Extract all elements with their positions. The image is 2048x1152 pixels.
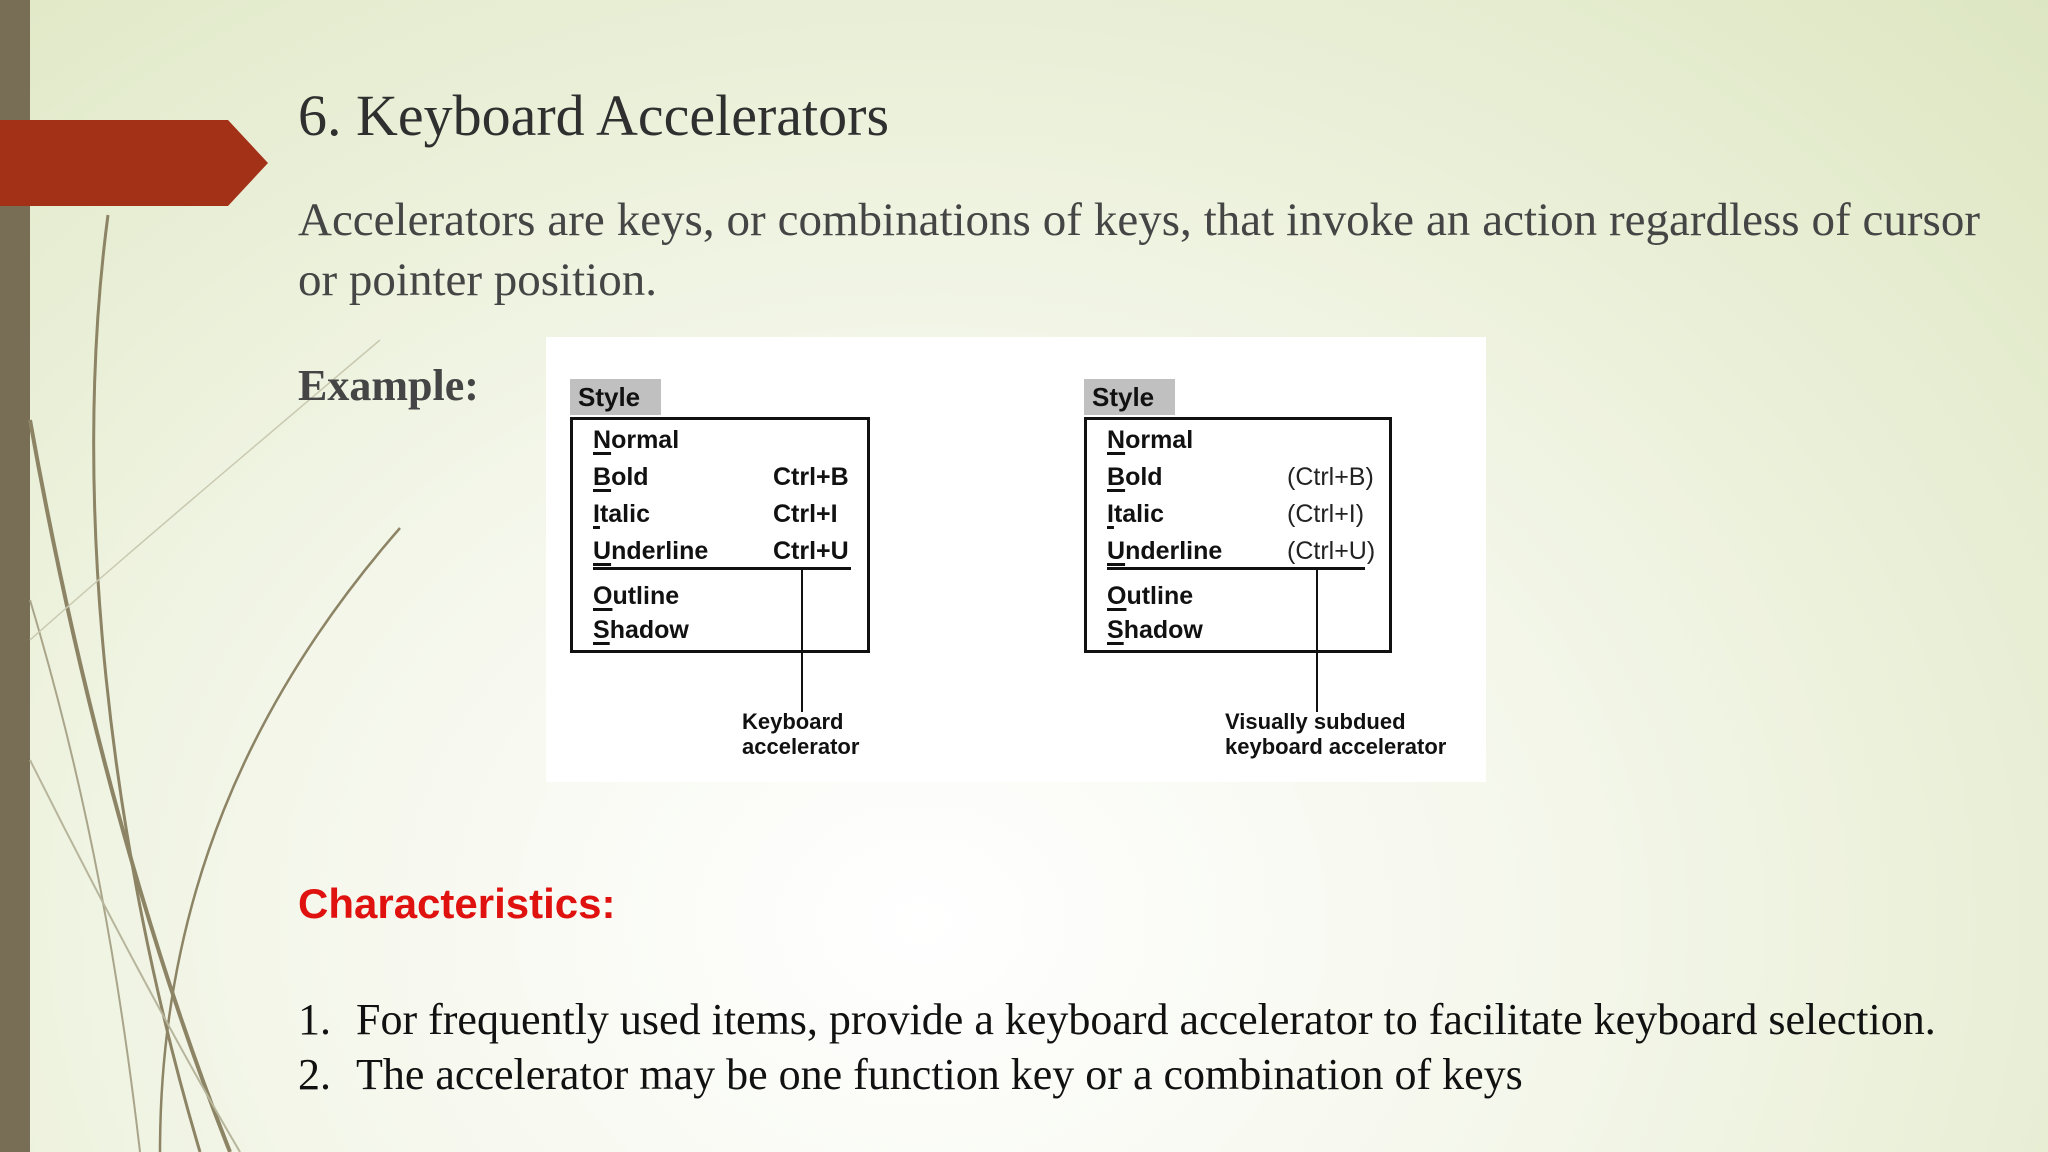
characteristics-heading: Characteristics: bbox=[298, 880, 616, 927]
menu-item-label: Normal bbox=[1107, 426, 1194, 454]
menu-item-bold[interactable] bbox=[1107, 459, 1374, 495]
list-item-number: 1. bbox=[298, 995, 331, 1044]
menu-item-shadow[interactable] bbox=[593, 612, 853, 648]
callout-line2: accelerator bbox=[742, 734, 860, 759]
callout-line2: keyboard accelerator bbox=[1225, 734, 1447, 759]
menu-item-label: Italic bbox=[593, 500, 650, 528]
example-label: Example: bbox=[298, 361, 479, 410]
menu-item-underline[interactable] bbox=[1107, 533, 1376, 569]
menu-item-accel: (Ctrl+B) bbox=[1287, 463, 1374, 491]
callout-line bbox=[1316, 567, 1318, 712]
menu-item-outline[interactable] bbox=[593, 578, 853, 614]
slide-title: 6. Keyboard Accelerators bbox=[298, 83, 890, 148]
menu-item-normal[interactable] bbox=[593, 422, 853, 458]
menu-item-italic[interactable] bbox=[1107, 496, 1367, 532]
menu-item-label: Shadow bbox=[1107, 616, 1203, 644]
menu-item-bold[interactable] bbox=[593, 459, 853, 495]
menu-separator bbox=[593, 567, 851, 570]
characteristics-list bbox=[298, 992, 1936, 1102]
list-item-text: For frequently used items, provide a keyboard accelerator to facilitate keyboard selection. bbox=[356, 995, 1936, 1044]
menu-item-normal[interactable] bbox=[1107, 422, 1367, 458]
menu-item-accel: (Ctrl+I) bbox=[1287, 500, 1365, 528]
intro-paragraph: Accelerators are keys, or combinations of keys, that invoke an action regardless of cursor or pointer position. bbox=[298, 194, 1980, 306]
menu-item-accel: Ctrl+I bbox=[773, 500, 838, 528]
menu-item-label: Underline bbox=[593, 537, 709, 565]
menu-item-label: Bold bbox=[1107, 463, 1163, 491]
menu-header: Style bbox=[570, 379, 661, 415]
menu-item-label: Shadow bbox=[593, 616, 689, 644]
callout-line bbox=[801, 567, 803, 712]
menu-item-underline[interactable] bbox=[593, 533, 853, 569]
menu-item-accel: (Ctrl+U) bbox=[1287, 537, 1376, 565]
menu-item-outline[interactable] bbox=[1107, 578, 1367, 614]
menu-item-accel: Ctrl+U bbox=[773, 537, 849, 565]
list-item bbox=[298, 1047, 1936, 1102]
menu-item-label: Bold bbox=[593, 463, 649, 491]
accelerator-figure bbox=[546, 337, 1486, 782]
list-item-number: 2. bbox=[298, 1050, 331, 1099]
menu-item-accel: Ctrl+B bbox=[773, 463, 849, 491]
list-item-text: The accelerator may be one function key or a combination of keys bbox=[356, 1050, 1523, 1099]
callout-subdued-accelerator bbox=[1225, 709, 1446, 759]
menu-header: Style bbox=[1084, 379, 1175, 415]
menu-separator bbox=[1107, 567, 1365, 570]
menu-frame bbox=[1084, 417, 1392, 653]
callout-line1: Visually subdued bbox=[1225, 709, 1406, 734]
menu-item-label: Normal bbox=[593, 426, 680, 454]
menu-item-label: Outline bbox=[593, 582, 680, 610]
menu-frame bbox=[570, 417, 870, 653]
title-arrow-marker bbox=[0, 120, 270, 206]
callout-keyboard-accelerator bbox=[742, 709, 859, 759]
list-item bbox=[298, 992, 1936, 1047]
menu-item-shadow[interactable] bbox=[1107, 612, 1367, 648]
menu-item-label: Italic bbox=[1107, 500, 1164, 528]
callout-line1: Keyboard bbox=[742, 709, 844, 734]
menu-item-label: Underline bbox=[1107, 537, 1223, 565]
menu-item-italic[interactable] bbox=[593, 496, 853, 532]
menu-item-label: Outline bbox=[1107, 582, 1194, 610]
